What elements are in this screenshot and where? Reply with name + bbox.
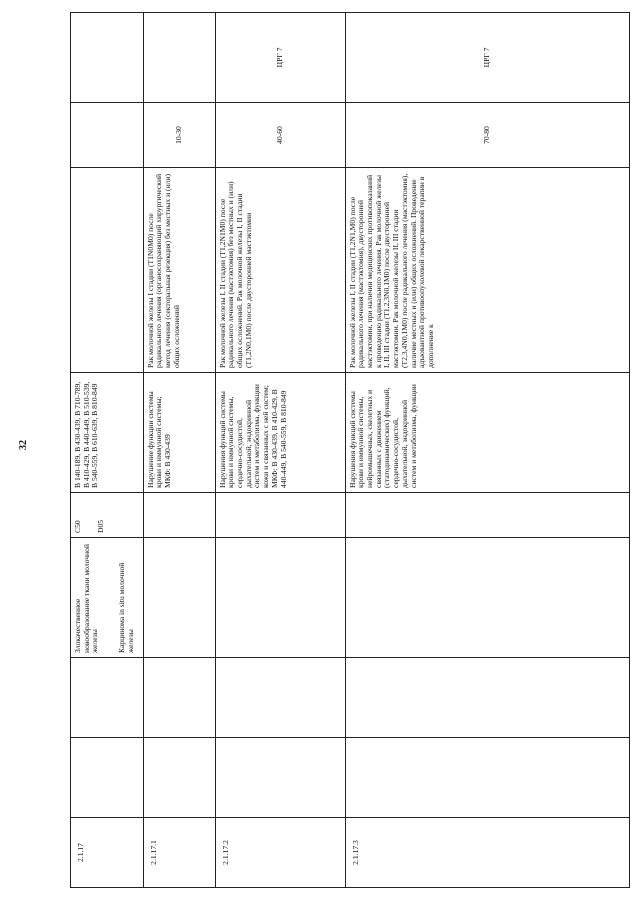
group-cell: ЦРГ 7 [345, 13, 629, 103]
empty-cell [71, 738, 144, 818]
empty-cell [345, 738, 629, 818]
criteria-cell: Рак молочной железы I, II стадии (T1,2N1,M0) после радикального лечения (мастэктомия), двусторонней мастэктомии, при наличии медицинских противопоказаний к проведению радикального лечения. Рак молочной железы I, II, III стадии (T1,2,3N0,1M0) после двусторонней мастэктомии. Рак молочной железы II, III стадии (T2,3,4N0,1M0) после радикального лечения (мастэктомия), наличие местных и (или) общих осложнений. Проведение адъювантной противоопухолевой лекарственной терапии в дополнение к [345, 168, 629, 373]
empty-cell [345, 658, 629, 738]
row-code: 2.1.17 [71, 818, 144, 888]
condition-cell: Нарушение функции системы крови и иммунной системы; МКФ: В 430-439 [143, 373, 215, 493]
group-cell: ЦРГ 7 [215, 13, 345, 103]
range-cell: 70-80 [345, 103, 629, 168]
condition-cell: Нарушения функций системы крови и иммунной системы, нейромышечных, скелетных и связанных с движением (статодинамических) функций, сердечно-сосудистой, дыхательной, эндокринной систем и метаболизма, функции [345, 373, 629, 493]
group-cell [143, 13, 215, 103]
row-code: 2.1.17.1 [143, 818, 215, 888]
range-cell: 10-30 [143, 103, 215, 168]
empty-cell [345, 538, 629, 658]
empty-cell [215, 493, 345, 538]
empty-cell [143, 658, 215, 738]
condition-cell: В 140-189, В 430-439, В 710-789, В 410-429, В 440-449, В 510-539, В 540-559, В 610-639, В 810-849 [71, 373, 144, 493]
criteria-cell: Рак молочной железы I, II стадии (T1,2N1M0) после радикального лечения (мастэктомия) без местных и (или) общих осложнений. Рак молочной железы I, II стадии (T1,2N0,1M0) после двусторонней мастэктомии [215, 168, 345, 373]
row-code: 2.1.17.3 [345, 818, 629, 888]
empty-cell [215, 658, 345, 738]
mkb-code: D05 [95, 519, 105, 533]
diagnosis-text: Злокачественное новообразование ткани молочной железы [73, 544, 100, 653]
classification-table [70, 12, 630, 888]
empty-cell [143, 538, 215, 658]
range-cell [71, 103, 144, 168]
empty-cell [345, 493, 629, 538]
table-row [215, 13, 345, 888]
mkb-code: C50 [73, 520, 82, 533]
row-code: 2.1.17.2 [215, 818, 345, 888]
diagnosis-text: Карцинома in situ молочной железы [117, 562, 135, 653]
table-row [71, 13, 144, 888]
table-row [345, 13, 629, 888]
empty-cell [215, 738, 345, 818]
condition-cell: Нарушения функций системы крови и иммунной системы, сердечно-сосудистой, дыхательной, эндокринной систем и метаболизма, функции кожи и связанных с ней систем; МКФ: В 430-439, В 410-429, В 440-449, В 540-559, В 810-849 [215, 373, 345, 493]
empty-cell [143, 493, 215, 538]
diagnoses-cell [71, 538, 144, 658]
criteria-cell: Рак молочной железы I стадии (T1N0M0) после радикального лечения (органосохраняющий хирургический метод лечения (секторальная резекция) без местных и (или) общих осложнений [143, 168, 215, 373]
rotated-table-wrapper [70, 13, 630, 888]
empty-cell [215, 538, 345, 658]
criteria-cell [71, 168, 144, 373]
group-cell [71, 13, 144, 103]
empty-cell [71, 658, 144, 738]
mkb-cell [71, 493, 144, 538]
range-cell: 40-60 [215, 103, 345, 168]
page-number: 32 [18, 440, 29, 450]
table-row [143, 13, 215, 888]
empty-cell [143, 738, 215, 818]
